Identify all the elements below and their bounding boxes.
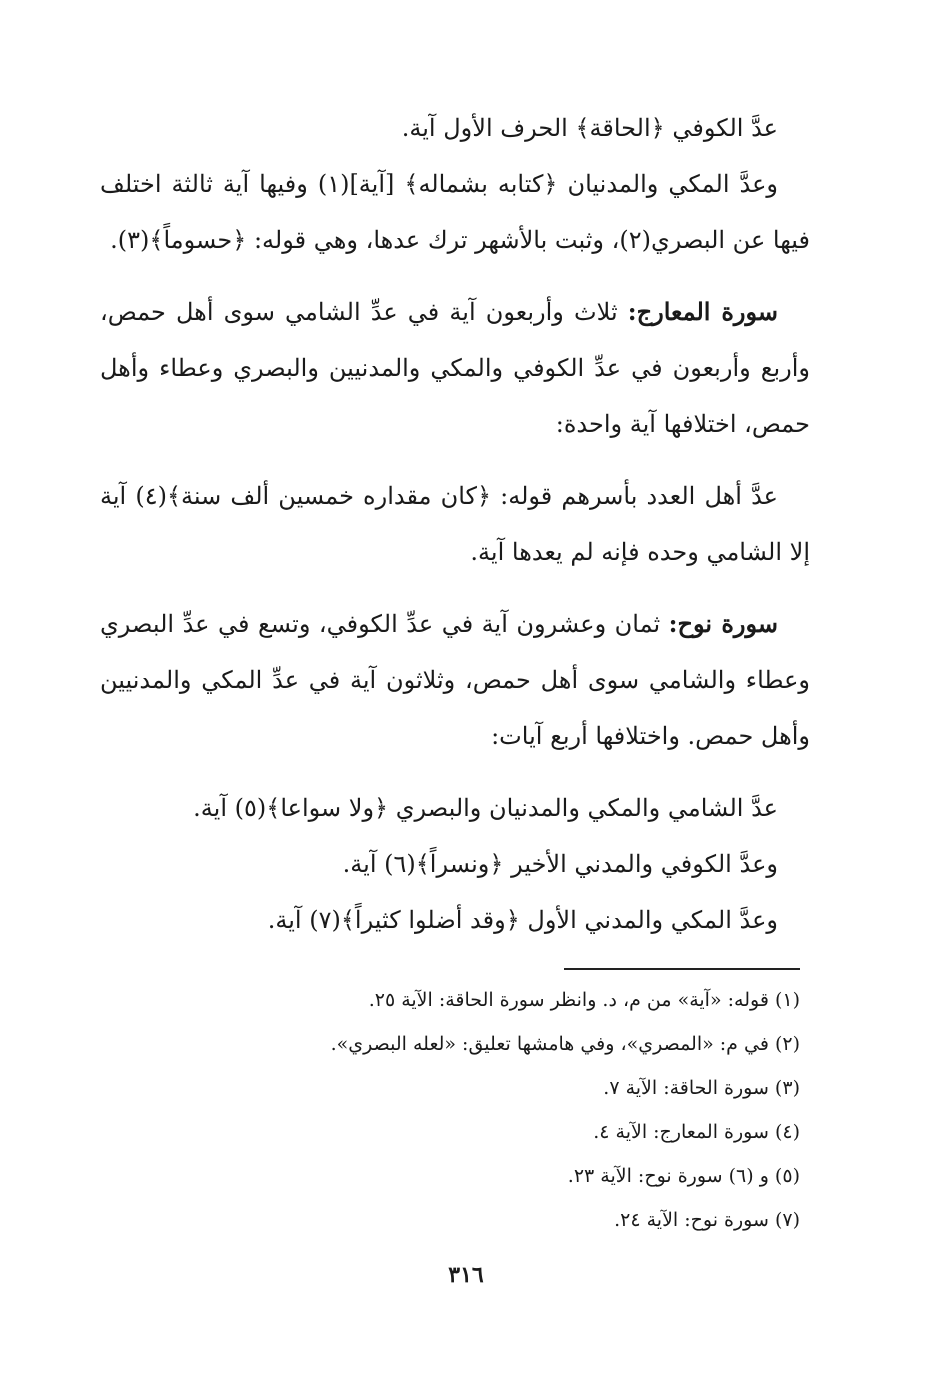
paragraph-surah-nuh xyxy=(100,596,810,764)
footnote-1: (١) قوله: «آية» من م، د. وانظر سورة الحاقة: الآية ٢٥. xyxy=(368,989,800,1011)
paragraph-almaarij-verse: عدَّ أهل العدد بأسرهم قوله: ﴿كان مقداره خمسين ألف سنة﴾(٤) آية إلا الشامي وحده فإنه لم يعدها آية. xyxy=(100,482,810,566)
paragraph-alhaqqah-note: عدَّ الكوفي ﴿الحاقة﴾ الحرف الأول آية. xyxy=(401,114,778,142)
paragraph-surah-almaarij xyxy=(100,284,810,452)
spacer xyxy=(100,452,810,468)
footnote-7: (٧) سورة نوح: الآية ٢٤. xyxy=(614,1209,800,1231)
entry-waqad-adallu: وعدَّ المكي والمدني الأول ﴿وقد أضلوا كثيراً﴾(٧) آية. xyxy=(267,906,778,934)
footnote-5-6: (٥) و (٦) سورة نوح: الآية ٢٣. xyxy=(567,1165,800,1187)
surah-heading-nuh: سورة نوح: xyxy=(668,609,778,638)
spacer xyxy=(100,764,810,780)
footnote-3: (٣) سورة الحاقة: الآية ٧. xyxy=(603,1077,800,1099)
footnote-list xyxy=(100,978,810,1242)
paragraph-alhaqqah-counts: وعدَّ المكي والمدنيان ﴿كتابه بشماله﴾ [آية](١) وفيها آية ثالثة اختلف فيها عن البصري(٢)، وثبت بالأشهر ترك عدها، وهي قوله: ﴿حسوماً﴾(٣). xyxy=(100,170,810,254)
surah-text-nuh: ثمان وعشرون آية في عدِّ الكوفي، وتسع في عدِّ البصري وعطاء والشامي سوى أهل حمص، وثلاثون آية في عدِّ المكي والمدنيين وأهل حمص. واختلافها أربع آيات: xyxy=(100,610,811,750)
footnote-2: (٢) في م: «المصري»، وفي هامشها تعليق: «لعله البصري». xyxy=(330,1033,800,1055)
footnote-4: (٤) سورة المعارج: الآية ٤. xyxy=(593,1121,800,1143)
page-number: ٣١٦ xyxy=(448,1262,484,1288)
spacer xyxy=(100,580,810,596)
spacer xyxy=(100,268,810,284)
surah-text-almaarij: ثلاث وأربعون آية في عدِّ الشامي سوى أهل حمص، وأربع وأربعون في عدِّ الكوفي والمكي والمدنيين والبصري وعطاء وأهل حمص، اختلافها آية واحدة: xyxy=(100,298,810,438)
entry-wanasra: وعدَّ الكوفي والمدني الأخير ﴿ونسراً﴾(٦) آية. xyxy=(342,850,778,878)
footnote-divider xyxy=(564,968,800,970)
surah-heading-almaarij: سورة المعارج: xyxy=(627,297,778,326)
main-text xyxy=(100,100,810,948)
footnotes xyxy=(100,968,810,1242)
entry-wala-suwaa: عدَّ الشامي والمكي والمدنيان والبصري ﴿ولا سواعا﴾(٥) آية. xyxy=(193,794,778,822)
